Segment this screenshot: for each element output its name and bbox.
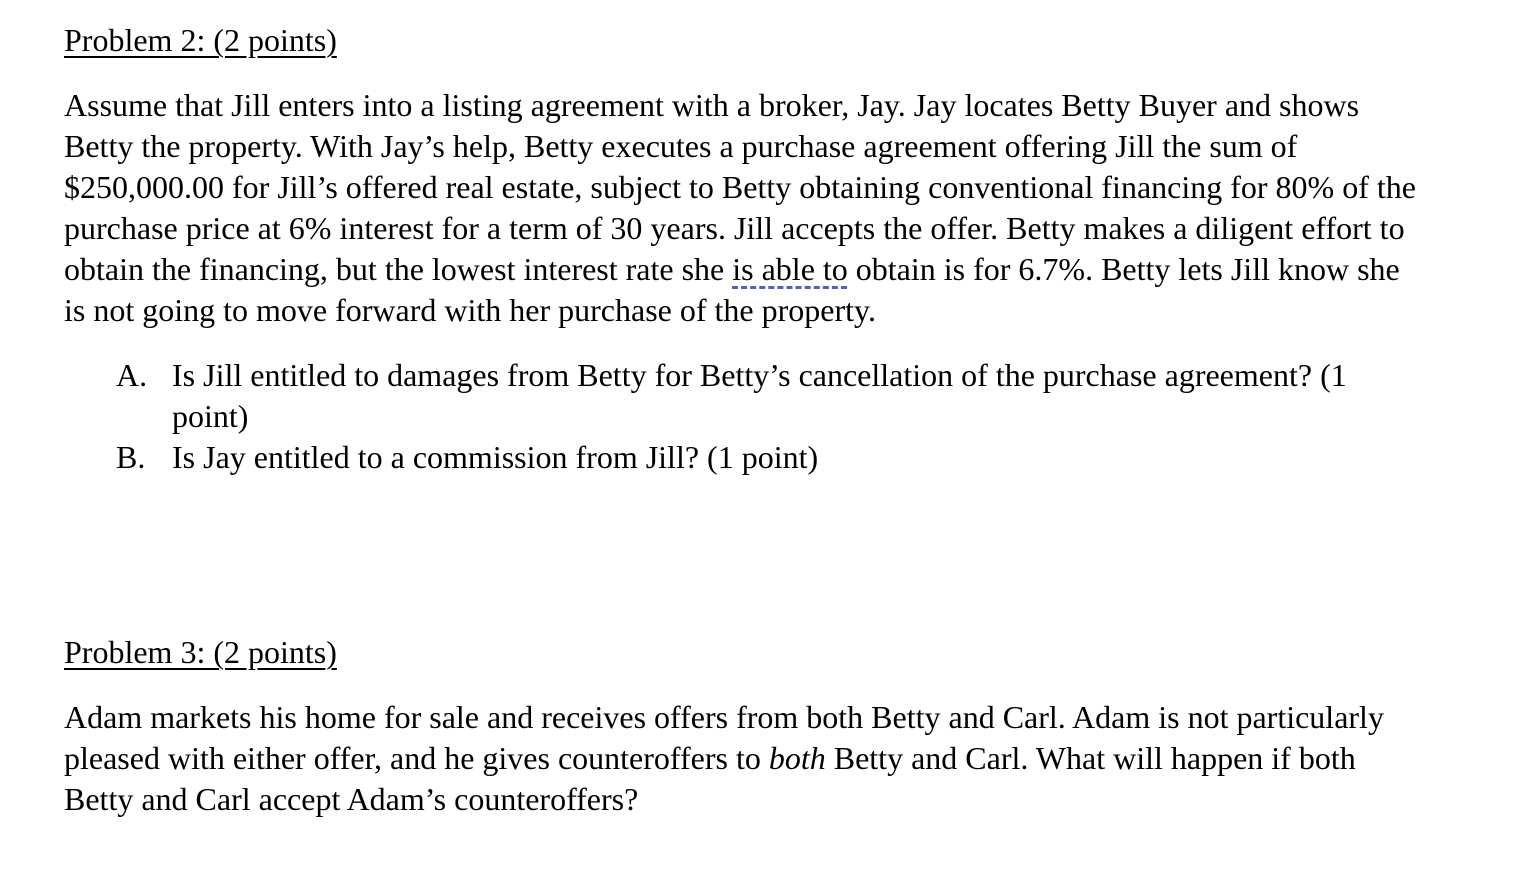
problem-2-questions: [116, 355, 1416, 478]
question-label: A.: [116, 357, 148, 393]
question-text: [172, 355, 1416, 437]
paragraph-line: purchase price at 6% interest for a term of 30 years. Jill accepts the offer. Betty makes a diligent effort to: [64, 210, 1405, 246]
paragraph-line: is not going to move forward with her purchase of the property.: [64, 292, 876, 328]
question-b: [116, 437, 1416, 478]
paragraph-line: Betty and Carl accept Adam’s counteroffers?: [64, 781, 639, 817]
paragraph-line: $250,000.00 for Jill’s offered real estate, subject to Betty obtaining conventional financing for 80% of the: [64, 169, 1416, 205]
question-a: [116, 355, 1416, 437]
line-text: obtain the financing, but the lowest interest rate she: [64, 251, 733, 287]
question-label: B.: [116, 439, 146, 475]
paragraph-line: [64, 249, 1484, 290]
line-text: obtain is for 6.7%. Betty lets Jill know she: [847, 251, 1400, 287]
question-line: Is Jill entitled to damages from Betty for Betty’s cancellation of the purchase agreement? (1: [172, 357, 1347, 393]
paragraph-line: Assume that Jill enters into a listing agreement with a broker, Jay. Jay locates Betty Buyer and shows: [64, 87, 1360, 123]
emphasis-text: both: [768, 740, 826, 776]
line-text: Betty and Carl. What will happen if both: [825, 740, 1356, 776]
paragraph-line: Betty the property. With Jay’s help, Betty executes a purchase agreement offering Jill the sum of: [64, 128, 1298, 164]
problem-3-paragraph: [64, 697, 1484, 820]
question-line: Is Jay entitled to a commission from Jill? (1 point): [172, 439, 819, 475]
problem-3-heading: Problem 3: (2 points): [64, 634, 337, 670]
problem-2-paragraph: [64, 85, 1484, 331]
question-text: [172, 437, 1416, 478]
paragraph-line: Adam markets his home for sale and receives offers from both Betty and Carl. Adam is not particularly: [64, 699, 1384, 735]
problem-2-heading: Problem 2: (2 points): [64, 22, 337, 58]
grammar-suggestion-marker[interactable]: is able to: [732, 251, 848, 287]
question-line: point): [172, 398, 249, 434]
paragraph-line: [64, 738, 1484, 779]
line-text: pleased with either offer, and he gives counteroffers to: [64, 740, 769, 776]
